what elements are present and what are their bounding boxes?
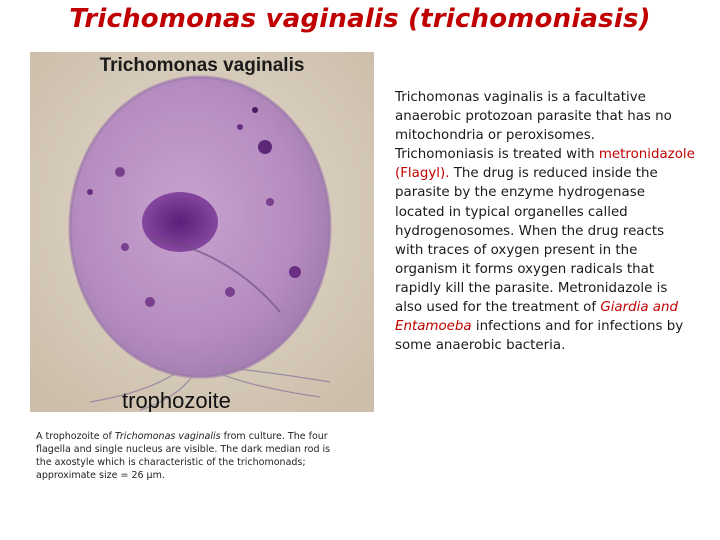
caption-prefix: A trophozoite of — [36, 431, 115, 442]
body-paragraph — [395, 88, 695, 355]
figure-caption — [36, 430, 336, 482]
entamoeba-term: Entamoeba — [395, 319, 472, 335]
figure-label: trophozoite — [122, 388, 231, 412]
drug-name: metronidazole (Flagyl). — [395, 147, 695, 182]
figure-title: Trichomonas vaginalis — [99, 55, 305, 76]
trophozoite-micrograph — [30, 52, 374, 412]
caption-rest: from culture. The four flagella and single nucleus are visible. The dark median rod is the axostyle which is characteristic of the trichomonads; approximate size = 26 µm. — [36, 431, 331, 481]
body-text-1: Trichomonas vaginalis is a facultative anaerobic protozoan parasite that has no mitochondria or peroxisomes. Trichomoniasis is treated with — [395, 90, 672, 163]
caption-species: Trichomonas vaginalis — [114, 431, 221, 442]
nucleus — [142, 192, 218, 252]
body-text-2: The drug is reduced inside the parasite by the enzyme hydrogenase located in typical organelles called hydrogenosomes. When the drug reacts with traces of oxygen present in the organism it forms oxygen radicals that rapidly kill the parasite. Metronidazole is also used for the treatment of — [395, 166, 668, 316]
slide-title: Trichomonas vaginalis (trichomoniasis) — [69, 4, 651, 34]
micrograph-image — [30, 52, 374, 412]
body-text-3: infections and for infections by some anaerobic bacteria. — [395, 319, 684, 354]
giardia-term: Giardia and — [600, 300, 678, 316]
